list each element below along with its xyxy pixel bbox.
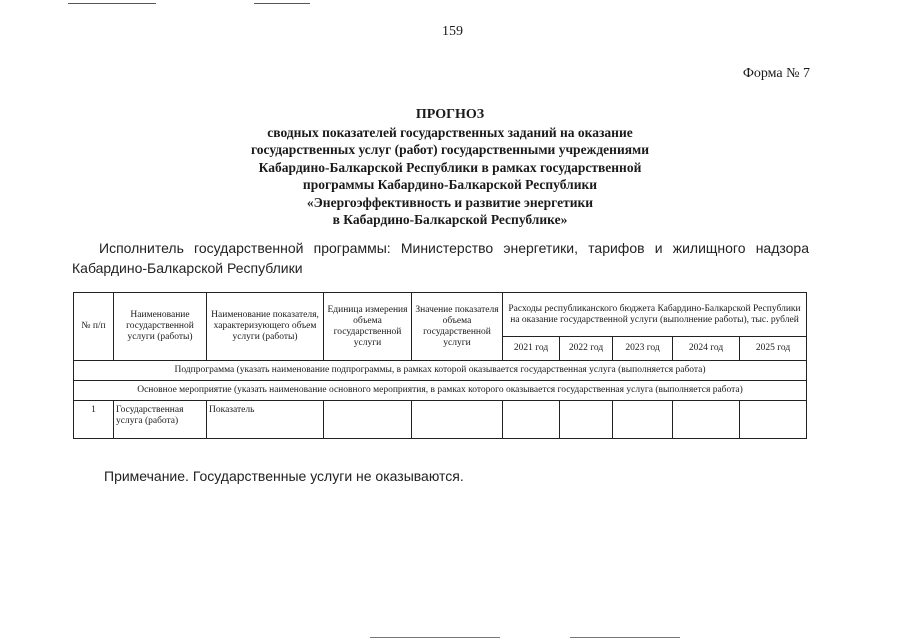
scan-artifact-line <box>68 3 156 4</box>
header-year: 2021 год <box>503 337 560 361</box>
header-indicator-name: Наименование показателя, характеризующего объем услуги (работы) <box>207 293 324 361</box>
row-indicator: Показатель <box>207 401 324 439</box>
header-indicator-value: Значение показателя объема государственной услуги <box>412 293 503 361</box>
header-year: 2025 год <box>740 337 807 361</box>
scan-artifact-line <box>570 637 680 638</box>
form-label: Форма № 7 <box>742 66 810 81</box>
title-line: «Энергоэффективность и развитие энергетики <box>306 194 594 210</box>
row-value-cell <box>412 401 503 439</box>
row-year-cell <box>740 401 807 439</box>
header-year: 2023 год <box>613 337 673 361</box>
title-line: Кабардино-Балкарской Республики в рамках государственной <box>258 159 642 175</box>
row-year-cell <box>613 401 673 439</box>
main-activity-row: Основное мероприятие (указать наименование основного мероприятия, в рамках которого оказывается государственная услуга (выполняется работа) <box>74 381 807 401</box>
title-line: сводных показателей государственных заданий на оказание <box>267 124 633 140</box>
note-text: Примечание. Государственные услуги не оказываются. <box>104 468 464 484</box>
forecast-table <box>73 292 807 439</box>
title-line: программы Кабардино-Балкарской Республики <box>302 177 598 192</box>
subprogram-row: Подпрограмма (указать наименование подпрограммы, в рамках которой оказывается государственная услуга (выполняется работа) <box>74 361 807 381</box>
row-year-cell <box>560 401 613 439</box>
header-year: 2022 год <box>560 337 613 361</box>
document-title <box>150 106 750 229</box>
scan-artifact-line <box>254 3 310 4</box>
executor-paragraph: Исполнитель государственной программы: Министерство энергетики, тарифов и жилищного надзора Кабардино-Балкарской Республики <box>72 240 809 276</box>
title-line: в Кабардино-Балкарской Республике» <box>332 212 568 227</box>
row-year-cell <box>673 401 740 439</box>
header-num: № п/п <box>74 293 114 361</box>
row-unit-cell <box>324 401 412 439</box>
scan-artifact-line <box>370 637 500 638</box>
page-number: 159 <box>442 24 463 39</box>
title-heading: ПРОГНОЗ <box>415 107 485 122</box>
title-line: государственных услуг (работ) государственными учреждениями <box>250 142 650 157</box>
row-service: Государственная услуга (работа) <box>114 401 207 439</box>
header-year: 2024 год <box>673 337 740 361</box>
header-unit: Единица измерения объема государственной услуги <box>324 293 412 361</box>
header-service-name: Наименование государственной услуги (работы) <box>114 293 207 361</box>
header-budget-expenses: Расходы республиканского бюджета Кабардино-Балкарской Республики на оказание государственной услуги (выполнение работы), тыс. рублей <box>503 293 807 337</box>
row-year-cell <box>503 401 560 439</box>
row-num: 1 <box>74 401 114 439</box>
